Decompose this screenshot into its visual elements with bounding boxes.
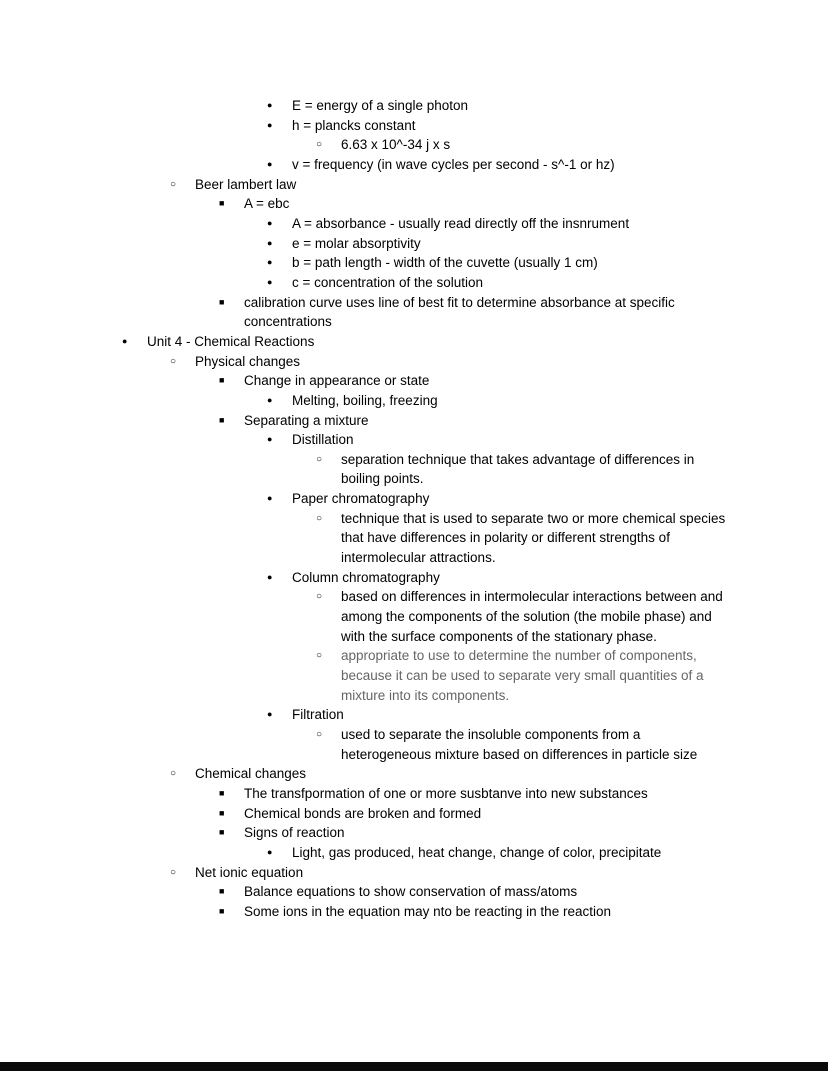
list-item-text: c = concentration of the solution (292, 274, 483, 290)
list-item (313, 587, 828, 646)
list-item (216, 411, 828, 431)
list-item-text: Signs of reaction (244, 825, 345, 841)
list-item-text: h = plancks constant (292, 117, 416, 133)
square-bullet-icon: ■ (219, 198, 225, 209)
list-item (264, 391, 828, 411)
circle-bullet-icon: ○ (170, 178, 177, 190)
list-item (216, 784, 828, 804)
list-item (264, 116, 828, 136)
square-bullet-icon: ■ (219, 886, 225, 897)
list-item-text: e = molar absorptivity (292, 235, 421, 251)
list-item-text: Light, gas produced, heat change, change of color, precipitate (292, 844, 662, 860)
list-item (216, 371, 828, 391)
list-item-text: A = absorbance - usually read directly off the insnrument (292, 215, 630, 231)
square-bullet-icon: ■ (219, 807, 225, 818)
list-item-text: Paper chromatography (292, 491, 430, 507)
circle-bullet-icon: ○ (316, 139, 323, 151)
list-item-text: Column chromatography (292, 569, 440, 585)
list-item-text: calibration curve uses line of best fit to determine absorbance at specific concentrations (244, 294, 675, 330)
list-item-text: Net ionic equation (195, 864, 304, 880)
disc-bullet-icon: ● (267, 158, 273, 169)
square-bullet-icon: ■ (219, 296, 225, 307)
list-item (216, 823, 828, 843)
square-bullet-icon: ■ (219, 905, 225, 916)
disc-bullet-icon: ● (122, 335, 128, 346)
circle-bullet-icon: ○ (316, 650, 323, 662)
disc-bullet-icon: ● (267, 217, 273, 228)
list-item-text: Beer lambert law (195, 176, 297, 192)
disc-bullet-icon: ● (267, 394, 273, 405)
circle-bullet-icon: ○ (316, 512, 323, 524)
list-item-text: technique that is used to separate two or more chemical species that have differences in polarity or different strengths of intermolecular attractions. (341, 510, 726, 566)
list-item-text: E = energy of a single photon (292, 98, 469, 113)
square-bullet-icon: ■ (219, 414, 225, 425)
list-item-text: b = path length - width of the cuvette (usually 1 cm) (292, 255, 598, 271)
list-item (216, 902, 828, 922)
list-item (264, 155, 828, 175)
list-item-text: Chemical bonds are broken and formed (244, 805, 482, 821)
list-item (264, 705, 828, 725)
list-item-text: v = frequency (in wave cycles per second - s^-1 or hz) (292, 156, 615, 172)
circle-bullet-icon: ○ (316, 453, 323, 465)
list-item-text: Balance equations to show conservation of mass/atoms (244, 884, 578, 900)
square-bullet-icon: ■ (219, 827, 225, 838)
disc-bullet-icon: ● (267, 709, 273, 720)
list-item (264, 214, 828, 234)
list-item-text: 6.63 x 10^-34 j x s (341, 137, 451, 153)
circle-bullet-icon: ○ (316, 591, 323, 603)
list-item (264, 489, 828, 509)
circle-bullet-icon: ○ (170, 866, 177, 878)
bottom-edge-bar (0, 1062, 828, 1071)
list-item (264, 253, 828, 273)
list-item (216, 804, 828, 824)
list-item (167, 863, 828, 883)
list-item (313, 450, 828, 489)
disc-bullet-icon: ● (267, 100, 273, 110)
disc-bullet-icon: ● (267, 119, 273, 130)
list-item (119, 332, 828, 352)
list-item-text: Filtration (292, 707, 344, 723)
list-item-text: Distillation (292, 432, 354, 448)
list-item (216, 194, 828, 214)
list-item (264, 234, 828, 254)
list-item (216, 882, 828, 902)
list-item (216, 293, 828, 332)
circle-bullet-icon: ○ (316, 729, 323, 740)
list-item (313, 646, 828, 705)
list-item-text: Physical changes (195, 353, 301, 369)
list-item-text: A = ebc (244, 196, 290, 212)
circle-bullet-icon: ○ (170, 355, 177, 367)
list-item-text: Separating a mixture (244, 412, 369, 428)
square-bullet-icon: ■ (219, 787, 225, 798)
disc-bullet-icon: ● (267, 257, 273, 268)
list-item (264, 430, 828, 450)
disc-bullet-icon: ● (267, 493, 273, 504)
list-item (313, 725, 828, 764)
disc-bullet-icon: ● (267, 276, 273, 287)
list-item (313, 135, 828, 155)
list-item (313, 509, 828, 568)
circle-bullet-icon: ○ (170, 768, 177, 780)
list-item-text: Melting, boiling, freezing (292, 392, 438, 408)
square-bullet-icon: ■ (219, 375, 225, 386)
list-item (264, 96, 828, 116)
list-item-text: The transfpormation of one or more susbtanve into new substances (244, 785, 648, 801)
list-item (167, 352, 828, 372)
list-item-text: Chemical changes (195, 766, 307, 782)
list-item (167, 764, 828, 784)
list-item-text: Unit 4 - Chemical Reactions (147, 333, 315, 349)
disc-bullet-icon: ● (267, 237, 273, 248)
list-item-text: based on differences in intermolecular interactions between and among the components of the solution (the mobile phase) and with the surface components of the stationary phase. (341, 589, 723, 644)
disc-bullet-icon: ● (267, 846, 273, 857)
list-item-text: used to separate the insoluble components from a heterogeneous mixture based on differences in particle size (341, 727, 698, 762)
list-item (264, 273, 828, 293)
disc-bullet-icon: ● (267, 571, 273, 582)
list-item (264, 568, 828, 588)
list-item-text: appropriate to use to determine the number of components, because it can be used to separate very small quantities of a mixture into its components. (341, 648, 704, 703)
list-item-text: separation technique that takes advantage of differences in boiling points. (341, 451, 695, 487)
list-item (264, 843, 828, 863)
disc-bullet-icon: ● (267, 434, 273, 445)
list-item-text: Change in appearance or state (244, 373, 430, 389)
list-item (167, 175, 828, 195)
list-item-text: Some ions in the equation may nto be reacting in the reaction (244, 903, 611, 919)
